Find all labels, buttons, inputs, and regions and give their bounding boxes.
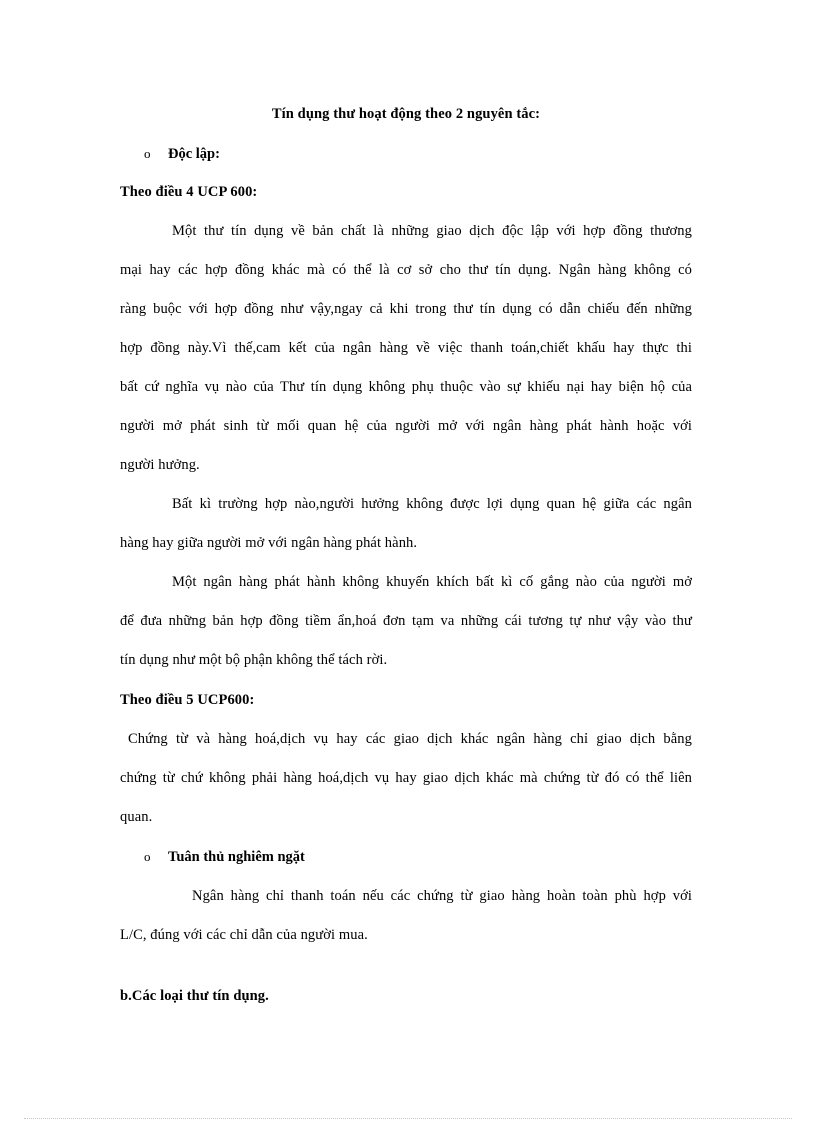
para-2-line-2: hàng hay giữa người mở với ngân hàng phát hành. xyxy=(120,535,418,551)
bullet-independence xyxy=(144,144,220,164)
bullet-strict-compliance xyxy=(144,847,305,867)
para-1-line-5: bất cứ nghĩa vụ nào của Thư tín dụng không phụ thuộc vào sự khiếu nại hay biện hộ của xyxy=(120,379,692,395)
para-3-line-3: tín dụng như một bộ phận không thể tách rời. xyxy=(120,652,388,668)
document-title: Tín dụng thư hoạt động theo 2 nguyên tắc: xyxy=(271,106,541,122)
bullet-strict-compliance-label: Tuân thủ nghiêm ngặt xyxy=(168,849,305,865)
para-4-line-1: Chứng từ và hàng hoá,dịch vụ hay các giao dịch khác ngân hàng chỉ giao dịch bằng xyxy=(128,731,692,747)
para-1-line-4: hợp đồng này.Vì thế,cam kết của ngân hàng về việc thanh toán,chiết khấu hay thực thi xyxy=(120,340,692,356)
heading-article-4: Theo điều 4 UCP 600: xyxy=(120,184,258,200)
para-5-line-1: Ngân hàng chỉ thanh toán nếu các chứng từ giao hàng hoàn toàn phù hợp với xyxy=(192,888,692,904)
para-3-line-1: Một ngân hàng phát hành không khuyến khích bất kì cố gắng nào của người mở xyxy=(172,574,692,590)
para-2-line-1: Bất kì trường hợp nào,người hưởng không được lợi dụng quan hệ giữa các ngân xyxy=(172,496,692,512)
heading-article-5: Theo điều 5 UCP600: xyxy=(120,692,255,708)
para-1-line-2: mại hay các hợp đồng khác mà có thể là cơ sở cho thư tín dụng. Ngân hàng không có xyxy=(120,262,692,278)
section-b-heading: b.Các loại thư tín dụng. xyxy=(120,988,269,1004)
para-1-line-1: Một thư tín dụng về bản chất là những giao dịch độc lập với hợp đồng thương xyxy=(172,223,692,239)
para-4-line-3: quan. xyxy=(120,809,153,825)
para-1-line-7: người hưởng. xyxy=(120,457,200,473)
page-bottom-divider xyxy=(24,1118,792,1119)
hollow-bullet-icon: o xyxy=(144,849,151,864)
para-4-line-2: chứng từ chứ không phải hàng hoá,dịch vụ hay giao dịch khác mà chứng từ đó có thể liên xyxy=(120,770,692,786)
hollow-bullet-icon: o xyxy=(144,146,151,161)
bullet-independence-label: Độc lập: xyxy=(168,146,220,162)
para-3-line-2: để đưa những bản hợp đồng tiềm ẩn,hoá đơn tạm va những cái tương tự như vậy vào thư xyxy=(120,613,692,629)
para-1-line-3: ràng buộc với hợp đồng như vậy,ngay cả khi trong thư tín dụng có dẫn chiếu đến những xyxy=(120,301,692,317)
para-1-line-6: người mở phát sinh từ mối quan hệ của người mở với ngân hàng phát hành hoặc với xyxy=(120,418,692,434)
para-5-line-2: L/C, đúng với các chỉ dẫn của người mua. xyxy=(120,927,368,943)
